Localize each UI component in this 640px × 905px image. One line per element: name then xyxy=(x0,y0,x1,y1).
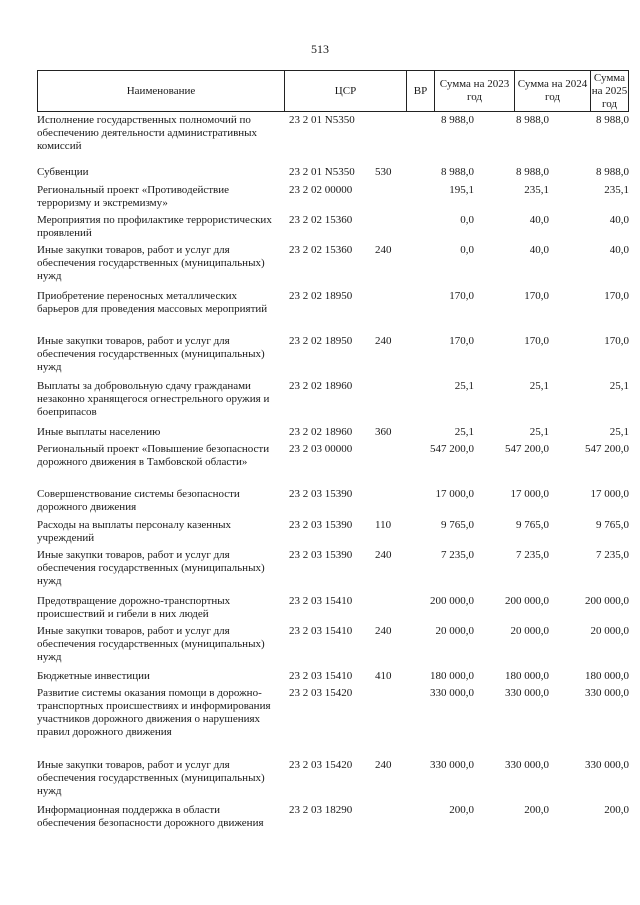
row-csr: 23 2 02 00000 xyxy=(289,184,353,196)
row-sum-2024: 170,0 xyxy=(524,290,549,302)
table-header xyxy=(37,70,629,112)
row-name: Региональный проект «Противодействие терроризму и экстремизму» xyxy=(37,184,230,210)
row-name: Мероприятия по профилактике террористических проявлений xyxy=(37,214,272,240)
header-sum-2025: Сумма на 2025 год xyxy=(591,71,628,110)
table-body xyxy=(37,114,629,849)
row-sum-2024: 7 235,0 xyxy=(516,549,549,561)
row-sum-2023: 330 000,0 xyxy=(430,759,474,771)
row-sum-2024: 9 765,0 xyxy=(516,519,549,531)
row-sum-2023: 9 765,0 xyxy=(441,519,474,531)
row-csr: 23 2 02 15360 xyxy=(289,244,353,256)
row-csr: 23 2 03 15410 xyxy=(289,670,353,682)
table-row xyxy=(37,290,629,335)
row-name: Выплаты за добровольную сдачу гражданами незаконно хранящегося огнестрельного оружия и боеприпасов xyxy=(37,380,270,419)
row-sum-2025: 200,0 xyxy=(604,804,629,816)
table-row xyxy=(37,380,629,426)
row-vr: 530 xyxy=(375,166,392,178)
row-name: Информационная поддержка в области обеспечения безопасности дорожного движения xyxy=(37,804,264,830)
row-sum-2025: 170,0 xyxy=(604,335,629,347)
row-vr: 240 xyxy=(375,625,392,637)
row-csr: 23 2 03 00000 xyxy=(289,443,353,455)
row-sum-2025: 20 000,0 xyxy=(590,625,629,637)
table-row xyxy=(37,488,629,519)
row-name: Совершенствование системы безопасности дорожного движения xyxy=(37,488,240,514)
row-vr: 360 xyxy=(375,426,392,438)
row-sum-2025: 180 000,0 xyxy=(585,670,629,682)
row-sum-2024: 17 000,0 xyxy=(510,488,549,500)
row-sum-2024: 25,1 xyxy=(529,380,549,392)
row-csr: 23 2 03 15390 xyxy=(289,519,353,531)
table-row xyxy=(37,184,629,214)
row-sum-2025: 200 000,0 xyxy=(585,595,629,607)
row-sum-2023: 200 000,0 xyxy=(430,595,474,607)
row-csr: 23 2 03 18290 xyxy=(289,804,353,816)
row-sum-2025: 9 765,0 xyxy=(596,519,629,531)
row-sum-2023: 180 000,0 xyxy=(430,670,474,682)
row-name: Расходы на выплаты персоналу казенных учреждений xyxy=(37,519,231,545)
row-csr: 23 2 02 18950 xyxy=(289,290,353,302)
row-sum-2024: 547 200,0 xyxy=(505,443,549,455)
header-name: Наименование xyxy=(126,84,196,97)
row-sum-2023: 170,0 xyxy=(449,290,474,302)
row-sum-2024: 200,0 xyxy=(524,804,549,816)
row-sum-2025: 235,1 xyxy=(604,184,629,196)
table-row xyxy=(37,549,629,595)
row-csr: 23 2 03 15390 xyxy=(289,488,353,500)
row-sum-2023: 17 000,0 xyxy=(435,488,474,500)
row-sum-2024: 330 000,0 xyxy=(505,687,549,699)
row-name: Субвенции xyxy=(37,166,89,178)
table-row xyxy=(37,625,629,670)
row-sum-2023: 8 988,0 xyxy=(441,166,474,178)
table-row xyxy=(37,804,629,849)
row-csr: 23 2 02 18950 xyxy=(289,335,353,347)
page-number: 513 xyxy=(311,42,329,56)
row-name: Иные закупки товаров, работ и услуг для обеспечения государственных (муниципальных) нужд xyxy=(37,549,265,588)
row-csr: 23 2 03 15390 xyxy=(289,549,353,561)
row-sum-2024: 8 988,0 xyxy=(516,166,549,178)
row-sum-2024: 40,0 xyxy=(529,214,549,226)
table-row xyxy=(37,443,629,488)
row-sum-2023: 170,0 xyxy=(449,335,474,347)
row-name: Иные закупки товаров, работ и услуг для обеспечения государственных (муниципальных) нужд xyxy=(37,335,265,374)
table-row xyxy=(37,426,629,443)
table-row xyxy=(37,670,629,687)
row-name: Иные выплаты населению xyxy=(37,426,161,438)
row-name: Иные закупки товаров, работ и услуг для обеспечения государственных (муниципальных) нужд xyxy=(37,244,265,283)
row-sum-2023: 330 000,0 xyxy=(430,687,474,699)
row-name: Иные закупки товаров, работ и услуг для обеспечения государственных (муниципальных) нужд xyxy=(37,759,265,798)
row-sum-2024: 40,0 xyxy=(529,244,549,256)
table-row xyxy=(37,114,629,166)
table-row xyxy=(37,759,629,804)
table-row xyxy=(37,519,629,549)
row-sum-2025: 547 200,0 xyxy=(585,443,629,455)
header-sum-2023: Сумма на 2023 год xyxy=(434,71,514,111)
row-sum-2025: 330 000,0 xyxy=(585,759,629,771)
row-sum-2023: 200,0 xyxy=(449,804,474,816)
row-sum-2024: 200 000,0 xyxy=(505,595,549,607)
row-sum-2025: 170,0 xyxy=(604,290,629,302)
row-name: Приобретение переносных металлических барьеров для проведения массовых мероприятий xyxy=(37,290,268,316)
row-sum-2024: 180 000,0 xyxy=(505,670,549,682)
table-row xyxy=(37,166,629,184)
row-name: Предотвращение дорожно-транспортных происшествий и гибели в них людей xyxy=(37,595,231,621)
row-sum-2023: 8 988,0 xyxy=(441,114,474,126)
row-csr: 23 2 01 N5350 xyxy=(289,114,355,126)
row-sum-2023: 20 000,0 xyxy=(435,625,474,637)
row-name: Иные закупки товаров, работ и услуг для обеспечения государственных (муниципальных) нужд xyxy=(37,625,265,664)
row-csr: 23 2 02 15360 xyxy=(289,214,353,226)
table-row xyxy=(37,335,629,380)
row-sum-2024: 235,1 xyxy=(524,184,549,196)
row-sum-2023: 0,0 xyxy=(460,214,474,226)
row-sum-2025: 40,0 xyxy=(609,244,629,256)
row-sum-2025: 17 000,0 xyxy=(590,488,629,500)
row-vr: 240 xyxy=(375,244,392,256)
row-sum-2023: 7 235,0 xyxy=(441,549,474,561)
row-sum-2025: 25,1 xyxy=(609,380,629,392)
table-row xyxy=(37,687,629,759)
row-vr: 240 xyxy=(375,549,392,561)
row-sum-2024: 170,0 xyxy=(524,335,549,347)
row-sum-2025: 40,0 xyxy=(609,214,629,226)
row-sum-2025: 7 235,0 xyxy=(596,549,629,561)
row-sum-2024: 20 000,0 xyxy=(510,625,549,637)
row-sum-2023: 0,0 xyxy=(460,244,474,256)
header-sum-2024: Сумма на 2024 год xyxy=(514,71,590,111)
row-name: Исполнение государственных полномочий по обеспечению деятельности административных комиссий xyxy=(37,114,258,153)
row-sum-2025: 8 988,0 xyxy=(596,166,629,178)
row-sum-2023: 25,1 xyxy=(454,426,474,438)
header-vr: ВР xyxy=(406,71,434,111)
row-sum-2024: 25,1 xyxy=(529,426,549,438)
row-sum-2025: 25,1 xyxy=(609,426,629,438)
table-row xyxy=(37,214,629,244)
row-sum-2024: 330 000,0 xyxy=(505,759,549,771)
row-name: Развитие системы оказания помощи в дорожно-транспортных происшествиях и информирования участников дорожного движения о нарушениях правил дорожного движения xyxy=(37,687,271,739)
row-name: Региональный проект «Повышение безопасности дорожного движения в Тамбовской области» xyxy=(37,443,270,469)
row-sum-2025: 330 000,0 xyxy=(585,687,629,699)
row-vr: 240 xyxy=(375,759,392,771)
row-csr: 23 2 03 15410 xyxy=(289,595,353,607)
row-name: Бюджетные инвестиции xyxy=(37,670,150,682)
row-csr: 23 2 01 N5350 xyxy=(289,166,355,178)
table-row xyxy=(37,595,629,625)
row-csr: 23 2 02 18960 xyxy=(289,426,353,438)
row-sum-2023: 25,1 xyxy=(454,380,474,392)
row-csr: 23 2 02 18960 xyxy=(289,380,353,392)
header-csr: ЦСР xyxy=(284,71,406,111)
row-vr: 110 xyxy=(375,519,392,531)
row-sum-2023: 547 200,0 xyxy=(430,443,474,455)
row-sum-2025: 8 988,0 xyxy=(596,114,629,126)
row-csr: 23 2 03 15420 xyxy=(289,687,353,699)
row-vr: 240 xyxy=(375,335,392,347)
row-vr: 410 xyxy=(375,670,392,682)
row-csr: 23 2 03 15410 xyxy=(289,625,353,637)
row-sum-2023: 195,1 xyxy=(449,184,474,196)
table-row xyxy=(37,244,629,290)
row-csr: 23 2 03 15420 xyxy=(289,759,353,771)
row-sum-2024: 8 988,0 xyxy=(516,114,549,126)
